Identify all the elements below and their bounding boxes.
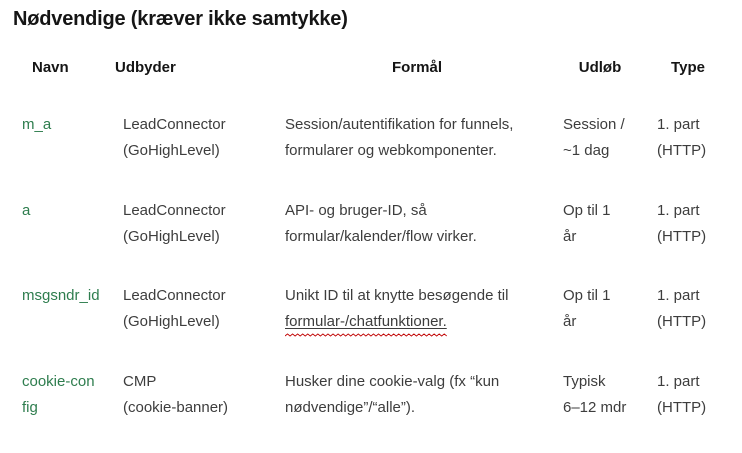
column-header-navn: Navn xyxy=(32,59,69,76)
cell-type: 1. part (HTTP) xyxy=(657,202,707,245)
cell-provider: LeadConnector (GoHighLevel) xyxy=(123,287,226,330)
cell-expiry: Typisk 6–12 mdr xyxy=(563,373,627,416)
cell-purpose: Husker dine cookie-valg (fx “kun nødvendige”/“alle”). xyxy=(285,373,500,416)
underlined-text: formular-/chatfunktioner. xyxy=(285,309,447,335)
cell-purpose: Unikt ID til at knytte besøgende til formular-/chatfunktioner. xyxy=(285,283,563,335)
cell-provider: LeadConnector (GoHighLevel) xyxy=(123,202,226,245)
cell-cookie-name: m_a xyxy=(22,116,52,133)
cell-expiry: Op til 1 år xyxy=(563,287,611,330)
cell-cookie-name: cookie-con fig xyxy=(22,373,95,416)
column-header-udbyder: Udbyder xyxy=(115,59,176,76)
section-title: Nødvendige (kræver ikke samtykke) xyxy=(13,8,348,30)
cell-provider: LeadConnector (GoHighLevel) xyxy=(123,116,226,159)
table-row xyxy=(22,112,742,164)
column-header-udloeb: Udløb xyxy=(578,59,622,76)
cell-type: 1. part (HTTP) xyxy=(657,373,707,416)
cell-expiry: Op til 1 år xyxy=(563,202,611,245)
table-row xyxy=(22,369,742,421)
column-header-type: Type xyxy=(671,59,705,76)
cell-expiry: Session / ~1 dag xyxy=(563,116,625,159)
cell-type: 1. part (HTTP) xyxy=(657,116,707,159)
table-row xyxy=(22,283,742,335)
table-row xyxy=(22,198,742,250)
column-header-formaal: Formål xyxy=(391,59,443,76)
spellcheck-squiggle xyxy=(285,333,447,337)
cell-purpose: API- og bruger-ID, så formular/kalender/flow virker. xyxy=(285,202,477,245)
cell-provider: CMP (cookie-banner) xyxy=(123,373,229,416)
cell-cookie-name: msgsndr_id xyxy=(22,287,100,304)
cell-type: 1. part (HTTP) xyxy=(657,287,707,330)
cell-purpose: Session/autentifikation for funnels, formularer og webkomponenter. xyxy=(285,116,514,159)
cell-cookie-name: a xyxy=(22,202,31,219)
